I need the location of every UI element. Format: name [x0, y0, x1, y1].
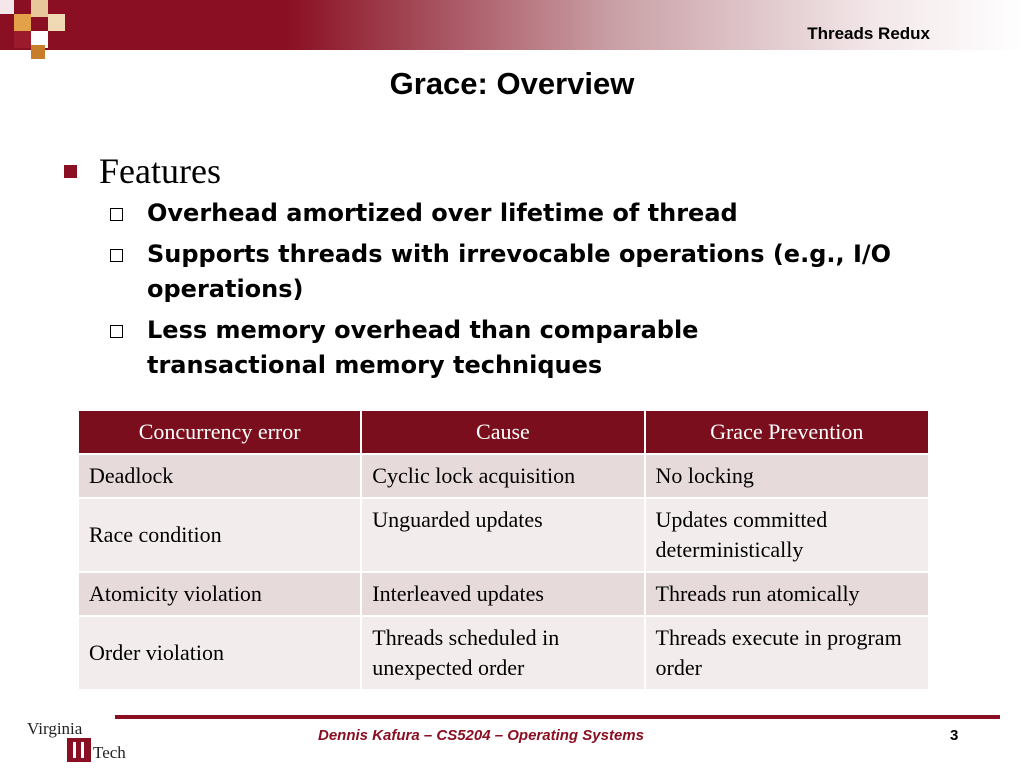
table-row	[78, 454, 929, 498]
sub-bullet	[110, 196, 970, 231]
hollow-square-bullet-icon	[110, 208, 123, 221]
decor-square	[14, 14, 31, 31]
table-cell: Order violation	[78, 616, 361, 690]
logo-text-virginia: Virginia	[27, 719, 83, 738]
table-cell: Race condition	[78, 498, 361, 572]
hollow-square-bullet-icon	[110, 249, 123, 262]
sub-bullet-list	[110, 196, 970, 389]
hollow-square-bullet-icon	[110, 325, 123, 338]
column-header: Concurrency error	[78, 410, 361, 454]
table-cell: Interleaved updates	[361, 572, 644, 616]
bullet-text: Features	[99, 151, 221, 191]
footer-text: Dennis Kafura – CS5204 – Operating Systems	[318, 727, 644, 744]
table-cell: Cyclic lock acquisition	[361, 454, 644, 498]
table-cell: Deadlock	[78, 454, 361, 498]
table-cell: Threads execute in program order	[645, 616, 929, 690]
sub-bullet-text: Supports threads with irrevocable operations (e.g., I/O operations)	[147, 240, 892, 303]
decor-square	[14, 31, 31, 48]
table-cell: Threads run atomically	[645, 572, 929, 616]
table-cell: Threads scheduled in unexpected order	[361, 616, 644, 690]
column-header: Grace Prevention	[645, 410, 929, 454]
table-cell: Unguarded updates	[361, 498, 644, 572]
logo-shield	[67, 738, 91, 762]
table-cell: Updates committed deterministically	[645, 498, 929, 572]
footer-divider	[115, 715, 1000, 719]
bullet-features	[64, 150, 221, 192]
column-header: Cause	[361, 410, 644, 454]
table-cell: No locking	[645, 454, 929, 498]
table-header-row	[78, 410, 929, 454]
table-row	[78, 616, 929, 690]
slide-title: Grace: Overview	[389, 66, 635, 101]
logo-text-tech: Tech	[93, 743, 126, 762]
decor-square	[48, 14, 65, 31]
sub-bullet-text: Less memory overhead than comparable transactional memory techniques	[147, 316, 699, 379]
decor-square	[0, 0, 14, 14]
sub-bullet-text: Overhead amortized over lifetime of thread	[147, 199, 738, 227]
decor-square	[31, 0, 48, 17]
square-bullet-icon	[64, 165, 77, 178]
decor-square	[31, 45, 45, 59]
deck-title: Threads Redux	[807, 24, 930, 43]
table-row	[78, 572, 929, 616]
concurrency-table	[77, 409, 930, 691]
sub-bullet	[110, 313, 970, 383]
table-cell: Atomicity violation	[78, 572, 361, 616]
sub-bullet	[110, 237, 970, 307]
page-number: 3	[950, 727, 959, 744]
virginia-tech-logo	[25, 718, 135, 764]
table-row	[78, 498, 929, 572]
